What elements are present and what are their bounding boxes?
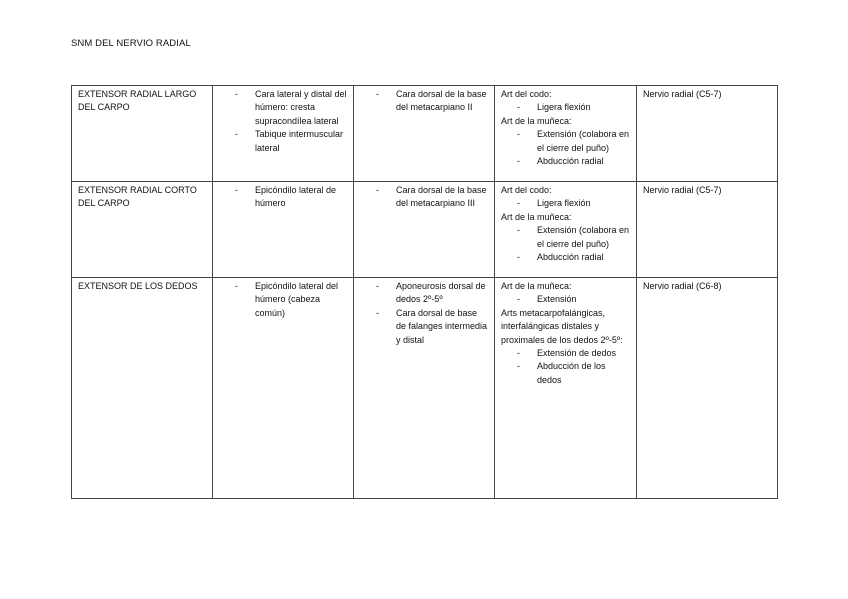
insertion-cell (354, 182, 495, 278)
nerve-cell (637, 278, 778, 499)
action-item: - Ligera flexión (501, 101, 631, 114)
muscle-name: EXTENSOR DE LOS DEDOS (78, 281, 198, 291)
joint-label: Art de la muñeca: (501, 115, 572, 126)
insertion-cell (354, 86, 495, 182)
table-row (72, 86, 778, 182)
action-item: - Extensión de dedos (501, 347, 631, 360)
action-item: - Extensión (colabora en el cierre del puño) (501, 224, 631, 251)
action-cell (495, 182, 637, 278)
insertion-item: - Cara dorsal de base de falanges intermedia y distal (360, 307, 489, 347)
insertion-item: - Cara dorsal de la base del metacarpiano II (360, 88, 489, 115)
joint-label: Art de la muñeca: (501, 211, 572, 222)
origin-cell (213, 278, 354, 499)
muscle-name: EXTENSOR RADIAL LARGO DEL CARPO (78, 89, 197, 113)
insertion-item: - Aponeurosis dorsal de dedos 2º-5º (360, 280, 489, 307)
muscle-cell (72, 182, 213, 278)
origin-item: - Epicóndilo lateral del húmero (cabeza común) (219, 280, 348, 320)
nerve-text: Nervio radial (C6-8) (643, 281, 722, 291)
muscle-table (71, 85, 778, 499)
action-cell (495, 86, 637, 182)
nerve-text: Nervio radial (C5-7) (643, 185, 722, 195)
insertion-item: - Cara dorsal de la base del metacarpiano III (360, 184, 489, 211)
muscle-name: EXTENSOR RADIAL CORTO DEL CARPO (78, 185, 197, 209)
table-row (72, 182, 778, 278)
joint-label: Art de la muñeca: (501, 281, 572, 291)
nerve-text: Nervio radial (C5-7) (643, 89, 722, 99)
origin-item: - Epicóndilo lateral de húmero (219, 184, 348, 211)
joint-label: Arts metacarpofalángicas, interfalángicas distales y proximales de los dedos 2º-5º: (501, 307, 623, 345)
origin-item: - Tabique intermuscular lateral (219, 128, 348, 155)
page-title: SNM DEL NERVIO RADIAL (71, 38, 191, 49)
origin-cell (213, 182, 354, 278)
origin-item: - Cara lateral y distal del húmero: cresta supracondílea lateral (219, 88, 348, 128)
insertion-cell (354, 278, 495, 499)
muscle-cell (72, 86, 213, 182)
muscle-cell (72, 278, 213, 499)
joint-label: Art del codo: (501, 185, 552, 195)
action-item: - Extensión (colabora en el cierre del puño) (501, 128, 631, 155)
joint-label: Art del codo: (501, 89, 552, 99)
nerve-cell (637, 182, 778, 278)
action-item: - Abducción radial (501, 155, 631, 168)
action-item: - Ligera flexión (501, 197, 631, 210)
table-row (72, 278, 778, 499)
nerve-cell (637, 86, 778, 182)
action-item: - Extensión (501, 293, 631, 306)
origin-cell (213, 86, 354, 182)
action-item: - Abducción radial (501, 251, 631, 264)
action-item: - Abducción de los dedos (501, 360, 631, 387)
action-cell (495, 278, 637, 499)
